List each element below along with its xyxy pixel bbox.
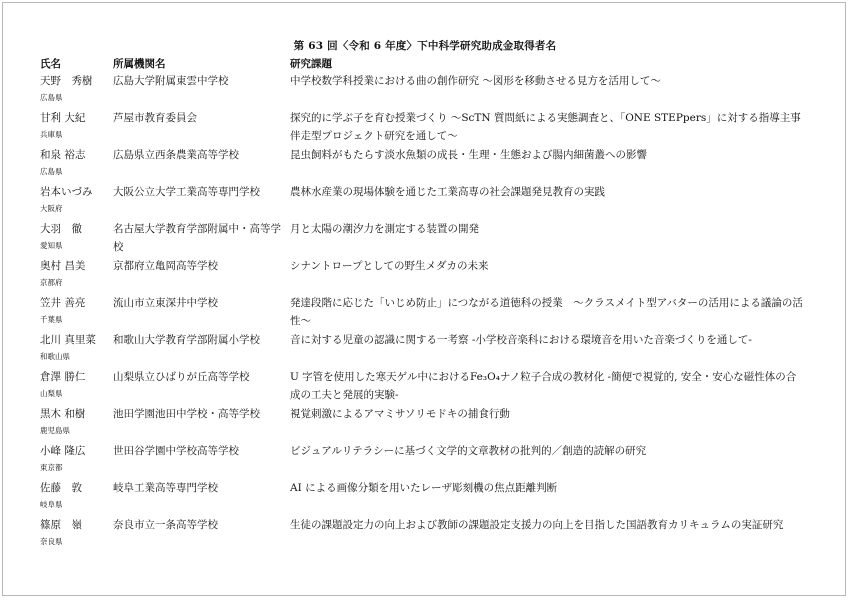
recipient-institution: 池田学園池田中学校・高等学校 [113, 408, 260, 420]
recipient-name: 甘利 大紀 [40, 112, 86, 124]
recipient-name: 和泉 裕志 [40, 149, 86, 161]
recipient-institution: 岐阜工業高等専門学校 [113, 482, 218, 494]
header-institution: 所属機関名 [113, 58, 166, 70]
table-row [0, 72, 850, 109]
document-title: 第 63 回〈令和 6 年度〉下中科学研究助成金取得者名 [293, 40, 557, 52]
research-topic: シナントロープとしての野生メダカの未来 [290, 260, 489, 272]
research-topic: 農林水産業の現場体験を通じた工業高専の社会課題発見教育の実践 [290, 186, 605, 198]
recipient-prefecture: 兵庫県 [40, 130, 63, 139]
header-topic: 研究課題 [290, 58, 332, 70]
recipient-name: 岩本いづみ [40, 186, 93, 198]
recipient-institution: 京都府立亀岡高等学校 [113, 260, 218, 272]
recipient-prefecture: 愛知県 [40, 241, 63, 250]
recipient-name: 佐藤 敦 [40, 482, 82, 494]
table-row [0, 331, 850, 368]
table-row [0, 220, 850, 257]
recipient-institution: 奈良市立一条高等学校 [113, 519, 218, 531]
recipient-prefecture: 東京都 [40, 463, 63, 472]
recipient-name: 大羽 徹 [40, 223, 82, 235]
table-row [0, 405, 850, 442]
recipient-institution: 大阪公立大学工業高等専門学校 [113, 186, 260, 198]
recipient-prefecture: 山梨県 [40, 389, 63, 398]
recipient-prefecture: 千葉県 [40, 315, 63, 324]
recipient-name: 倉澤 勝仁 [40, 371, 86, 383]
research-topic: 発達段階に応じた「いじめ防止」につながる道徳科の授業 〜クラスメイト型アバターの活用による議論の活性〜 [290, 297, 803, 327]
recipient-prefecture: 京都府 [40, 278, 63, 287]
recipient-name: 小峰 隆広 [40, 445, 86, 457]
research-topic: 月と太陽の潮汐力を測定する装置の開発 [290, 223, 479, 235]
table-row [0, 516, 850, 553]
recipient-prefecture: 大阪府 [40, 204, 63, 213]
recipient-name: 奥村 昌美 [40, 260, 86, 272]
header-name: 氏名 [40, 58, 61, 70]
research-topic: 生徒の課題設定力の向上および教師の課題設定支援力の向上を目指した国語教育カリキュラムの実証研究 [290, 519, 784, 531]
recipient-institution: 広島大学附属東雲中学校 [113, 75, 229, 87]
research-topic: 視覚刺激によるアマミサソリモドキの捕食行動 [290, 408, 510, 420]
recipient-institution: 流山市立東深井中学校 [113, 297, 218, 309]
recipient-institution: 和歌山大学教育学部附属小学校 [113, 334, 260, 346]
research-topic: AI による画像分類を用いたレーザ彫刻機の焦点距離判断 [290, 482, 558, 494]
research-topic: ビジュアルリテラシーに基づく文学的文章教材の批判的／創造的読解の研究 [290, 445, 647, 457]
research-topic: 昆虫飼料がもたらす淡水魚類の成長・生理・生態および腸内細菌叢への影響 [290, 149, 647, 161]
recipient-institution: 山梨県立ひばりが丘高等学校 [113, 371, 250, 383]
research-topic: U 字管を使用した寒天ゲル中におけるFe₃O₄ナノ粒子合成の教材化 -簡便で視覚的, 安全・安心な磁性体の合成の工夫と発展的実験- [290, 371, 797, 401]
table-row [0, 479, 850, 516]
recipient-prefecture: 広島県 [40, 93, 63, 102]
table-row [0, 109, 850, 146]
table-row [0, 368, 850, 405]
table-row [0, 442, 850, 479]
recipient-institution: 芦屋市教育委員会 [113, 112, 197, 124]
recipient-name: 黒木 和樹 [40, 408, 86, 420]
recipient-name: 北川 真里菜 [40, 334, 96, 346]
table-row [0, 146, 850, 183]
recipient-prefecture: 広島県 [40, 167, 63, 176]
research-topic: 中学校数学科授業における曲の創作研究 〜図形を移動させる見方を活用して〜 [290, 75, 661, 87]
recipient-prefecture: 和歌山県 [40, 352, 70, 361]
research-topic: 音に対する児童の認識に関する一考察 -小学校音楽科における環境音を用いた音楽づくりを通して- [290, 334, 752, 346]
recipient-prefecture: 鹿児島県 [40, 426, 70, 435]
research-topic: 探究的に学ぶ子を育む授業づくり 〜ScTN 質問紙による実態調査と、「ONE STEPpers」に対する指導主事伴走型プロジェクト研究を通して〜 [290, 112, 801, 142]
recipient-institution: 広島県立西条農業高等学校 [113, 149, 239, 161]
recipient-list [0, 72, 850, 553]
table-row [0, 257, 850, 294]
recipient-name: 笠井 善亮 [40, 297, 86, 309]
recipient-prefecture: 奈良県 [40, 537, 63, 546]
recipient-name: 篠原 嶺 [40, 519, 82, 531]
recipient-name: 天野 秀樹 [40, 75, 93, 87]
recipient-institution: 世田谷学園中学校高等学校 [113, 445, 239, 457]
recipient-prefecture: 岐阜県 [40, 500, 63, 509]
table-header [0, 56, 850, 72]
table-row [0, 183, 850, 220]
table-row [0, 294, 850, 331]
recipient-institution: 名古屋大学教育学部附属中・高等学校 [113, 223, 281, 253]
